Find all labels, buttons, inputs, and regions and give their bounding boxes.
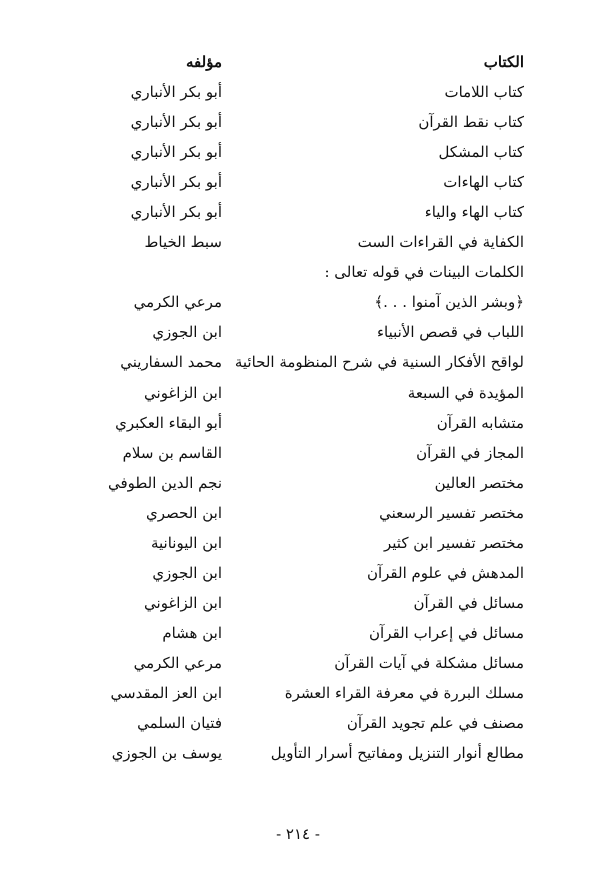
book-title: اللباب في قصص الأنبياء [376,323,524,342]
book-title: مختصر تفسير الرسعني [379,503,524,522]
book-author: أبو بكر الأنباري [130,203,222,222]
page-number: - ٢١٤ - [276,825,320,843]
list-item [0,708,596,738]
book-title: مسائل مشكلة في آيات القرآن [334,653,524,672]
list-item [0,197,596,227]
book-title: كتاب اللامات [444,83,524,101]
list-item [0,227,596,257]
book-title: متشابه القرآن [436,413,524,432]
book-title: مختصر العالين [434,473,524,492]
book-author: مرعي الكرمي [133,653,222,672]
book-author: القاسم بن سلام [122,443,222,462]
book-author: فتيان السلمي [137,714,222,733]
list-item [0,167,596,197]
book-title: المؤيدة في السبعة [407,383,524,402]
book-author: محمد السفاريني [120,353,222,372]
list-item [0,558,596,588]
book-author: ابن اليونانية [150,533,222,552]
table-header [0,47,596,77]
book-author: ابن هشام [162,623,222,642]
book-author: ابن الزاغوني [144,383,222,402]
book-title: لواقح الأفكار السنية في شرح المنظومة الحائية [234,353,524,372]
list-item [0,378,596,408]
book-title: المدهش في علوم القرآن [366,563,524,582]
book-author: ابن الزاغوني [144,593,222,612]
book-title: مطالع أنوار التنزيل ومفاتيح أسرار التأويل [270,744,524,763]
list-item [0,347,596,377]
book-author: ابن الجوزي [152,323,222,342]
header-title-column: الكتاب [483,53,524,71]
list-item [0,77,596,107]
book-title: الكفاية في القراءات الست [357,233,524,252]
list-item [0,438,596,468]
book-title: مسائل في القرآن [413,593,524,612]
list-item [0,317,596,347]
book-title: المجاز في القرآن [416,443,524,462]
list-item [0,498,596,528]
book-author: ابن الجوزي [152,563,222,582]
book-title: مسلك البررة في معرفة القراء العشرة [284,684,524,702]
book-author: ابن الحصري [146,503,222,522]
list-item [0,257,596,287]
book-title: الكلمات البينات في قوله تعالى : [324,263,524,282]
book-author: أبو بكر الأنباري [130,113,222,132]
list-item [0,137,596,167]
list-item [0,528,596,558]
book-author: أبو بكر الأنباري [130,83,222,101]
list-item [0,588,596,618]
book-title: مختصر تفسير ابن كثير [383,533,524,552]
book-author: نجم الدين الطوفي [107,473,222,492]
list-item [0,648,596,678]
list-item [0,408,596,438]
header-author-column: مؤلفه [186,53,222,71]
list-item [0,678,596,708]
book-author: مرعي الكرمي [133,293,222,312]
list-item [0,618,596,648]
book-title: مسائل في إعراب القرآن [369,623,524,642]
book-title: كتاب الهاء والياء [424,203,524,222]
list-item [0,468,596,498]
list-item [0,107,596,137]
book-author: أبو البقاء العكبري [115,413,222,432]
book-title: كتاب الهاءات [443,173,524,192]
book-author: أبو بكر الأنباري [130,173,222,192]
book-title: كتاب المشكل [438,143,524,162]
list-item [0,287,596,317]
book-title: كتاب نقط القرآن [418,113,524,132]
book-author: ابن العز المقدسي [110,684,222,702]
book-author: سبط الخياط [144,233,222,252]
book-title: مصنف في علم تجويد القرآن [346,714,524,733]
list-item [0,738,596,768]
book-author: أبو بكر الأنباري [130,143,222,162]
book-title: ﴿وبشر الذين آمنوا . . .﴾ [374,293,524,312]
book-author: يوسف بن الجوزي [111,744,222,763]
